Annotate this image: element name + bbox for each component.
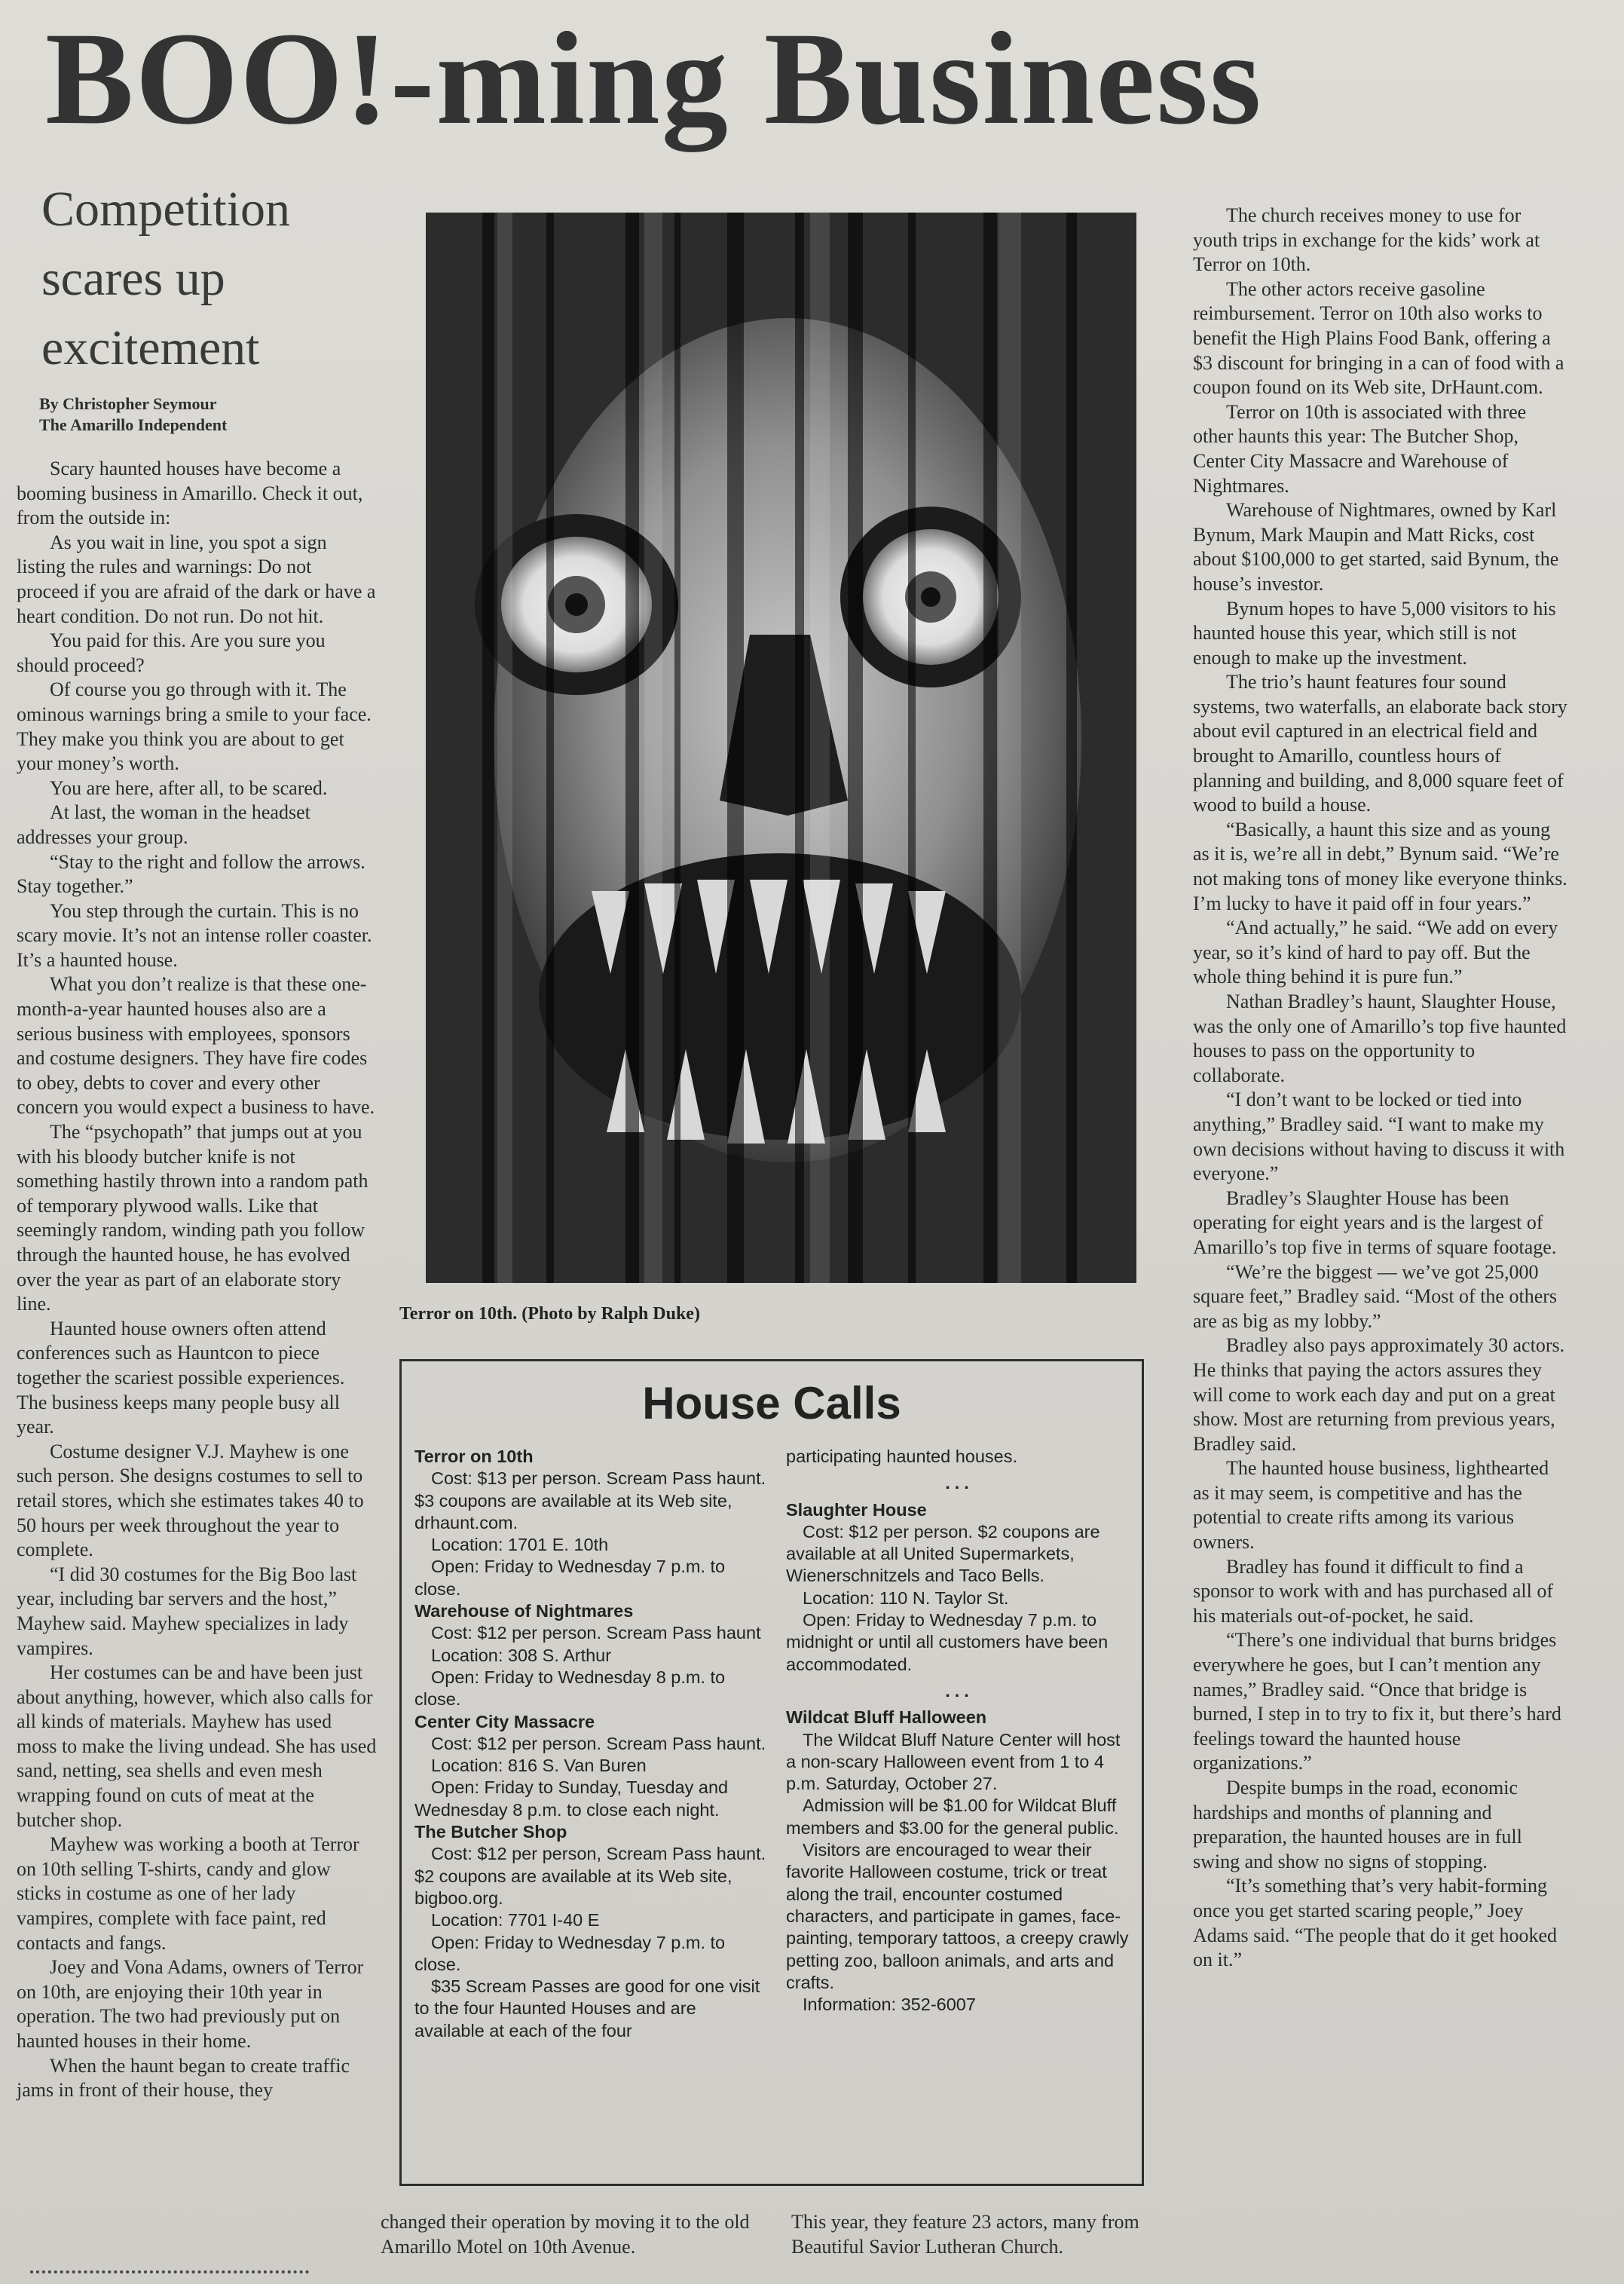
- house-entry-detail: Location: 816 S. Van Buren: [431, 1756, 647, 1776]
- article-paragraph: Despite bumps in the road, economic hardships and months of planning and preparation, the haunted houses are in full swing and show no signs of stopping.: [1193, 1777, 1522, 1872]
- house-entry-detail: The Wildcat Bluff Nature Center will host a non-scary Halloween event from 1 to 4 p.m. Saturday, October 27.: [786, 1729, 1121, 1794]
- article-paragraph: Bradley also pays approximately 30 actors. He thinks that paying the actors assures they will come to work each day and put on a great show. Most are returning from previous years, Bradley said.: [1193, 1334, 1565, 1455]
- house-entry-detail: Location: 1701 E. 10th: [431, 1535, 609, 1555]
- article-paragraph: “We’re the biggest — we’ve got 25,000 square feet,” Bradley said. “Most of the others are as big as my lobby.”: [1193, 1260, 1558, 1332]
- article-paragraph: Haunted house owners often attend conferences such as Hauntcon to piece together the scariest possible experiences. The business keeps many people busy all year.: [17, 1317, 345, 1438]
- article-paragraph: “And actually,” he said. “We add on every year, so it’s kind of hard to pay off. But the whole thing behind it is pure fun.”: [1193, 917, 1558, 988]
- house-entry-detail: $35 Scream Passes are good for one visit to the four Haunted Houses and are available at each of the four: [414, 1976, 760, 2041]
- article-paragraph: Of course you go through with it. The ominous warnings bring a smile to your face. They make you think you are about to get your money’s worth.: [17, 678, 372, 775]
- house-entry-detail: Open: Friday to Wednesday 7 p.m. to close.: [414, 1557, 726, 1599]
- article-paragraph: Terror on 10th is associated with three other haunts this year: The Butcher Shop, Center City Massacre and Warehouse of Nightmares.: [1193, 400, 1527, 497]
- pen-mark: [30, 2270, 309, 2273]
- article-paragraph: The church receives money to use for youth trips in exchange for the kids’ work at Terror on 10th.: [1193, 204, 1540, 276]
- article-paragraph: Nathan Bradley’s haunt, Slaughter House, was the only one of Amarillo’s top five haunted houses to pass on the opportunity to collaborate.: [1193, 990, 1567, 1086]
- house-entry-title: Wildcat Bluff Halloween: [786, 1707, 987, 1728]
- article-paragraph: “I did 30 costumes for the Big Boo last year, including bar servers and the host,” Mayhew said. Mayhew specializes in lady vampires.: [17, 1563, 357, 1659]
- article-paragraph: Mayhew was working a booth at Terror on 10th selling T-shirts, candy and glow sticks in costume as one of her lady vampires, complete with face paint, red contacts and fangs.: [17, 1833, 359, 1954]
- article-column-1: [17, 457, 377, 2103]
- house-calls-right-column: [786, 1446, 1133, 2016]
- article-paragraph: “Basically, a haunt this size and as young as it is, we’re all in debt,” Bynum said. “We’re not making tons of money like everyone thinks. I’m lucky to have it paid off in four years.”: [1193, 818, 1567, 914]
- article-paragraph: At last, the woman in the headset addresses your group.: [17, 801, 310, 848]
- article-paragraph: Joey and Vona Adams, owners of Terror on 10th, are enjoying their 10th year in operation. The two had previously put on haunted houses in their home.: [17, 1956, 364, 2052]
- article-column-3-tail: [791, 2210, 1183, 2259]
- article-paragraph: The trio’s haunt features four sound systems, two waterfalls, an elaborate back story about evil captured in an electrical field and brought to Amarillo, countless hours of planning and building, and 8,000 square feet of wood to build a house.: [1193, 671, 1567, 816]
- article-paragraph: Her costumes can be and have been just about anything, however, which also calls for all kinds of materials. Mayhew has used moss to make the living undead. She has used sand, netting, sea shells and even mesh wrapping found on cuts of meat at the butcher shop.: [17, 1661, 377, 1831]
- article-paragraph: The haunted house business, lighthearted as it may seem, is competitive and has the potential to create rifts among its various owners.: [1193, 1457, 1549, 1554]
- article-paragraph: Bradley has found it difficult to find a sponsor to work with and has purchased all of his materials out-of-pocket, he said.: [1193, 1555, 1554, 1627]
- headline: BOO!-ming Business: [45, 5, 1263, 152]
- separator-dots: ...: [945, 1473, 974, 1493]
- article-paragraph: Costume designer V.J. Mayhew is one such person. She designs costumes to sell to retail stores, which she estimates takes 40 to 50 hours per week throughout the year to complete.: [17, 1440, 364, 1561]
- article-column-4: [1193, 204, 1568, 1973]
- house-entry-detail: Open: Friday to Sunday, Tuesday and Wednesday 8 p.m. to close each night.: [414, 1777, 729, 1820]
- house-entry-continuation: participating haunted houses.: [786, 1447, 1018, 1466]
- house-entry-detail: Information: 352-6007: [803, 1995, 976, 2015]
- house-entry-detail: Open: Friday to Wednesday 7 p.m. to close.: [414, 1932, 726, 1974]
- house-entry-detail: Location: 110 N. Taylor St.: [803, 1587, 1009, 1608]
- subhead-line: Competition: [41, 182, 290, 237]
- article-paragraph: This year, they feature 23 actors, many from Beautiful Savior Lutheran Church.: [791, 2211, 1139, 2258]
- byline: [39, 393, 393, 436]
- article-paragraph: The other actors receive gasoline reimbursement. Terror on 10th also works to benefit the High Plains Food Bank, offering a $3 discount for bringing in a can of food with a coupon found on its Web site, DrHaunt.com.: [1193, 277, 1564, 399]
- house-entry-detail: Cost: $12 per person. Scream Pass haunt.: [431, 1733, 766, 1753]
- house-entry-title: Slaughter House: [786, 1499, 927, 1520]
- subhead-line: excitement: [41, 320, 260, 375]
- article-paragraph: As you wait in line, you spot a sign listing the rules and warnings: Do not proceed if you are afraid of the dark or have a heart condition. Do not run. Do not hit.: [17, 531, 376, 627]
- article-paragraph: When the haunt began to create traffic jams in front of their house, they: [17, 2054, 350, 2102]
- subhead-line: scares up: [41, 251, 225, 306]
- article-paragraph: You are here, after all, to be scared.: [50, 776, 328, 799]
- article-paragraph: The “psychopath” that jumps out at you with his bloody butcher knife is not something hastily thrown into a random path of temporary plywood walls. Like that seemingly random, winding path you follow through the haunted house, he has evolved over the year as part of an elaborate story line.: [17, 1121, 369, 1315]
- house-entry-title: The Butcher Shop: [414, 1822, 567, 1842]
- house-entry-title: Warehouse of Nightmares: [414, 1601, 634, 1621]
- photo-caption: Terror on 10th. (Photo by Ralph Duke): [399, 1304, 700, 1324]
- house-entry-detail: Cost: $13 per person. Scream Pass haunt. $3 coupons are available at its Web site, drhaunt.com.: [414, 1468, 766, 1532]
- skull-photo: [426, 213, 1136, 1283]
- byline-publication: The Amarillo Independent: [39, 415, 228, 434]
- house-entry-detail: Location: 308 S. Arthur: [431, 1645, 612, 1665]
- article-paragraph: Bradley’s Slaughter House has been operating for eight years and is the largest of Amarillo’s top five in terms of square footage.: [1193, 1186, 1557, 1258]
- article-paragraph: “Stay to the right and follow the arrows. Stay together.”: [17, 850, 365, 898]
- house-entry-detail: Cost: $12 per person. $2 coupons are available at all United Supermarkets, Wienerschnitzels and Taco Bells.: [786, 1521, 1100, 1586]
- article-column-2-tail: [381, 2210, 757, 2259]
- article-paragraph: Scary haunted houses have become a booming business in Amarillo. Check it out, from the outside in:: [17, 458, 363, 529]
- house-entry-detail: Location: 7701 I-40 E: [431, 1910, 600, 1930]
- byline-author: By Christopher Seymour: [39, 394, 217, 413]
- house-entry-title: Center City Massacre: [414, 1711, 595, 1731]
- article-paragraph: Bynum hopes to have 5,000 visitors to his haunted house this year, which still is not enough to make up the investment.: [1193, 597, 1556, 669]
- house-calls-title: House Calls: [642, 1378, 901, 1428]
- subheadline: [41, 175, 396, 383]
- article-paragraph: changed their operation by moving it to the old Amarillo Motel on 10th Avenue.: [381, 2211, 750, 2258]
- house-entry-detail: Visitors are encouraged to wear their favorite Halloween costume, trick or treat along the trail, encounter costumed characters, and participate in games, face-painting, temporary tattoos, a creepy crawly petting zoo, balloon animals, and arts and crafts.: [786, 1840, 1129, 1992]
- skull-illustration: [426, 213, 1136, 1283]
- article-paragraph: You step through the curtain. This is no scary movie. It’s not an intense roller coaster. It’s a haunted house.: [17, 899, 372, 971]
- house-entry-detail: Open: Friday to Wednesday 7 p.m. to midnight or until all customers have been accommodated.: [786, 1610, 1109, 1674]
- house-calls-left-column: [414, 1446, 769, 2042]
- article-paragraph: “It’s something that’s very habit-forming once you get started scaring people,” Joey Adams said. “The people that do it get hooked on it.”: [1193, 1875, 1558, 1971]
- article-paragraph: You paid for this. Are you sure you should proceed?: [17, 629, 326, 676]
- article-paragraph: Warehouse of Nightmares, owned by Karl Bynum, Mark Maupin and Matt Ricks, cost about $100,000 to get started, said Bynum, the house’s investor.: [1193, 499, 1559, 595]
- house-calls-box: [399, 1359, 1144, 2186]
- house-entry-title: Terror on 10th: [414, 1447, 534, 1466]
- house-entry-detail: Open: Friday to Wednesday 8 p.m. to close.: [414, 1667, 726, 1710]
- article-paragraph: What you don’t realize is that these one-month-a-year haunted houses also are a serious business with employees, sponsors and costume designers. They have fire codes to obey, debts to cover and every other concern you would expect a business to have.: [17, 973, 375, 1119]
- house-entry-detail: Admission will be $1.00 for Wildcat Bluff members and $3.00 for the general public.: [786, 1796, 1119, 1838]
- house-entry-detail: Cost: $12 per person. Scream Pass haunt: [431, 1623, 761, 1643]
- house-entry-detail: Cost: $12 per person, Scream Pass haunt. $2 coupons are available at its Web site, bigboo.org.: [414, 1844, 766, 1908]
- separator-dots: ...: [945, 1680, 974, 1701]
- article-paragraph: “There’s one individual that burns bridges everywhere he goes, but I can’t mention any names,” Bradley said. “Once that bridge is burned, I step in to try to fix it, but there’s hard feelings toward the haunted house organizations.”: [1193, 1629, 1561, 1774]
- article-paragraph: “I don’t want to be locked or tied into anything,” Bradley said. “I want to make my own decisions without having to discuss it with everyone.”: [1193, 1088, 1565, 1185]
